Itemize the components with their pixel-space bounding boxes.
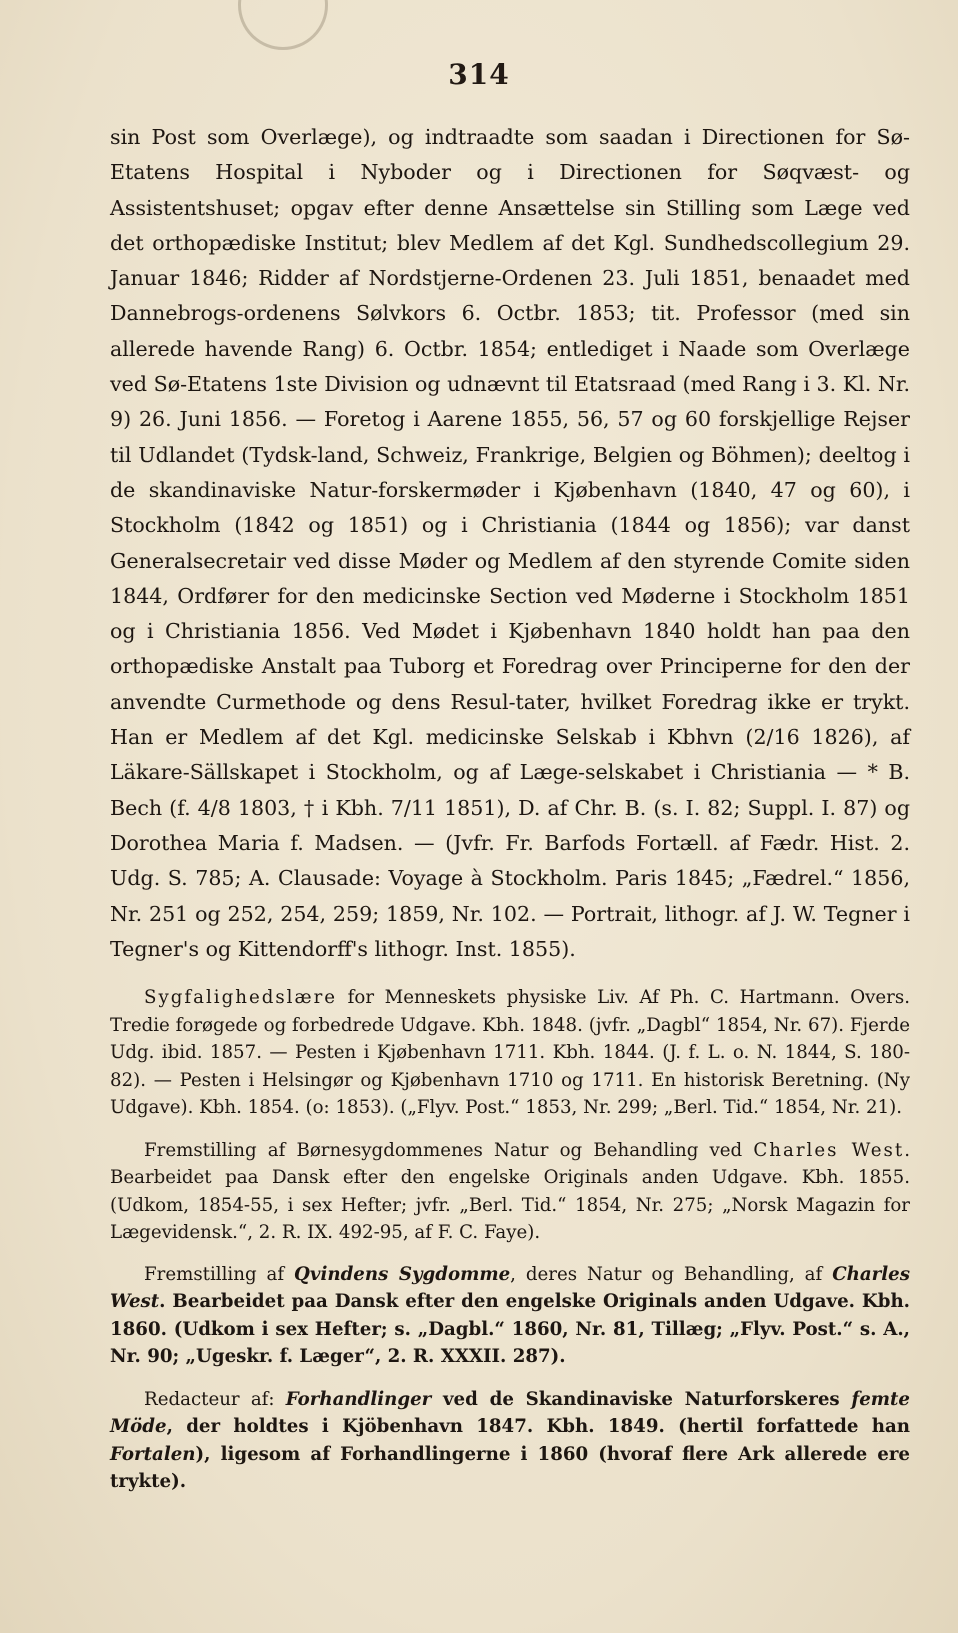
work-author: Charles West	[753, 1139, 905, 1161]
work-details: . Bearbeidet paa Dansk efter den engelske Originals anden Udgave. Kbh. 1860. (Udkom i sex Hefter; s. „Dagbl.“ 1860, Nr. 81, Tillæg; „Flyv. Post.“ s. A., Nr. 90; „Ugeskr. f. Læger“, 2. R. XXXII. 287).	[110, 1291, 910, 1368]
page-body	[110, 120, 910, 1496]
work-title-meeting: femte Möde	[110, 1388, 911, 1438]
work-mid: , deres Natur og Behandling, af	[510, 1263, 833, 1285]
work-entry-womens-diseases	[110, 1261, 910, 1371]
work-prefix: Fremstilling af	[144, 1263, 295, 1285]
work-entry-hygiene	[110, 984, 910, 1122]
work-title-preface: Fortalen	[110, 1443, 196, 1465]
work-details: . Bearbeidet paa Dansk efter den engelske Originals anden Udgave. Kbh. 1855. (Udkom, 1854-55, i sex Hefter; jvfr. „Berl. Tid.“ 1854, Nr. 275; „Norsk Magazin for Lægevidensk.“, 2. R. IX. 492-95, af F. C. Faye).	[110, 1139, 910, 1244]
biography-paragraph: sin Post som Overlæge), og indtraadte som saadan i Directionen for Sø-Etatens Hospital i Nyboder og i Directionen for Søqvæst- og Assistentshuset; opgav efter denne Ansættelse sin Stilling som Læge ved det orthopædiske Institut; blev Medlem af det Kgl. Sundhedscollegium 29. Januar 1846; Ridder af Nordstjerne-Ordenen 23. Juli 1851, benaadet med Dannebrogs-ordenens Sølvkors 6. Octbr. 1853; tit. Professor (med sin allerede havende Rang) 6. Octbr. 1854; entlediget i Naade som Overlæge ved Sø-Etatens 1ste Division og udnævnt til Etatsraad (med Rang i 3. Kl. Nr. 9) 26. Juni 1856. — Foretog i Aarene 1855, 56, 57 og 60 forskjellige Rejser til Udlandet (Tydsk-land, Schweiz, Frankrige, Belgien og Böhmen); deeltog i de skandinaviske Natur-forskermøder i Kjøbenhavn (1840, 47 og 60), i Stockholm (1842 og 1851) og i Christiania (1844 og 1856); var danst Generalsecretair ved disse Møder og Medlem af den styrende Comite siden 1844, Ordfører for den medicinske Section ved Møderne i Stockholm 1851 og i Christiania 1856. Ved Mødet i Kjøbenhavn 1840 holdt han paa den orthopædiske Anstalt paa Tuborg et Foredrag over Principerne for den der anvendte Curmethode og dens Resul-tater, hvilket Foredrag ikke er trykt. Han er Medlem af det Kgl. medicinske Selskab i Kbhvn (2/16 1826), af Läkare-Sällskapet i Stockholm, og af Læge-selskabet i Christiania — * B. Bech (f. 4/8 1803, † i Kbh. 7/11 1851), D. af Chr. B. (s. I. 82; Suppl. I. 87) og Dorothea Maria f. Madsen. — (Jvfr. Fr. Barfods Fortæll. af Fædr. Hist. 2. Udg. S. 785; A. Clausade: Voyage à Stockholm. Paris 1845; „Fædrel.“ 1856, Nr. 251 og 252, 254, 259; 1859, Nr. 102. — Portrait, lithogr. af J. W. Tegner i Tegner's og Kittendorff's lithogr. Inst. 1855).	[110, 125, 910, 961]
library-stamp-mark	[238, 0, 328, 50]
work-title: Fremstilling af Børnesygdommenes Natur og Behandling ved	[144, 1139, 754, 1161]
work-details: for Menneskets physiske Liv. Af Ph. C. Hartmann. Overs. Tredie forøgede og forbedrede Udgave. Kbh. 1848. (jvfr. „Dagbl“ 1854, Nr. 67). Fjerde Udg. ibid. 1857. — Pesten i Kjøbenhavn 1711. Kbh. 1844. (J. f. L. o. N. 1844, S. 180-82). — Pesten i Helsingør og Kjøbenhavn 1710 og 1711. En historisk Beretning. (Ny Udgave). Kbh. 1854. (o: 1853). („Flyv. Post.“ 1853, Nr. 299; „Berl. Tid.“ 1854, Nr. 21).	[110, 987, 910, 1119]
work-mid: ved de Skandinaviske Naturforskeres	[431, 1388, 852, 1410]
work-entry-childrens-diseases	[110, 1137, 910, 1247]
page-number: 314	[448, 58, 510, 91]
work-entry-editor	[110, 1386, 910, 1496]
work-title: Forhandlinger	[285, 1388, 432, 1410]
work-author: Charles West	[110, 1263, 910, 1313]
work-mid-2: , der holdtes i Kjöbenhavn 1847. Kbh. 1849. (hertil forfattede han	[166, 1416, 910, 1438]
work-title: Qvindens Sygdomme	[294, 1263, 511, 1285]
work-prefix: Redacteur af:	[144, 1388, 286, 1410]
work-details: ), ligesom af Forhandlingerne i 1860 (hvoraf flere Ark allerede ere trykte).	[110, 1443, 910, 1493]
work-title: Sygfalighedslære	[144, 987, 338, 1009]
